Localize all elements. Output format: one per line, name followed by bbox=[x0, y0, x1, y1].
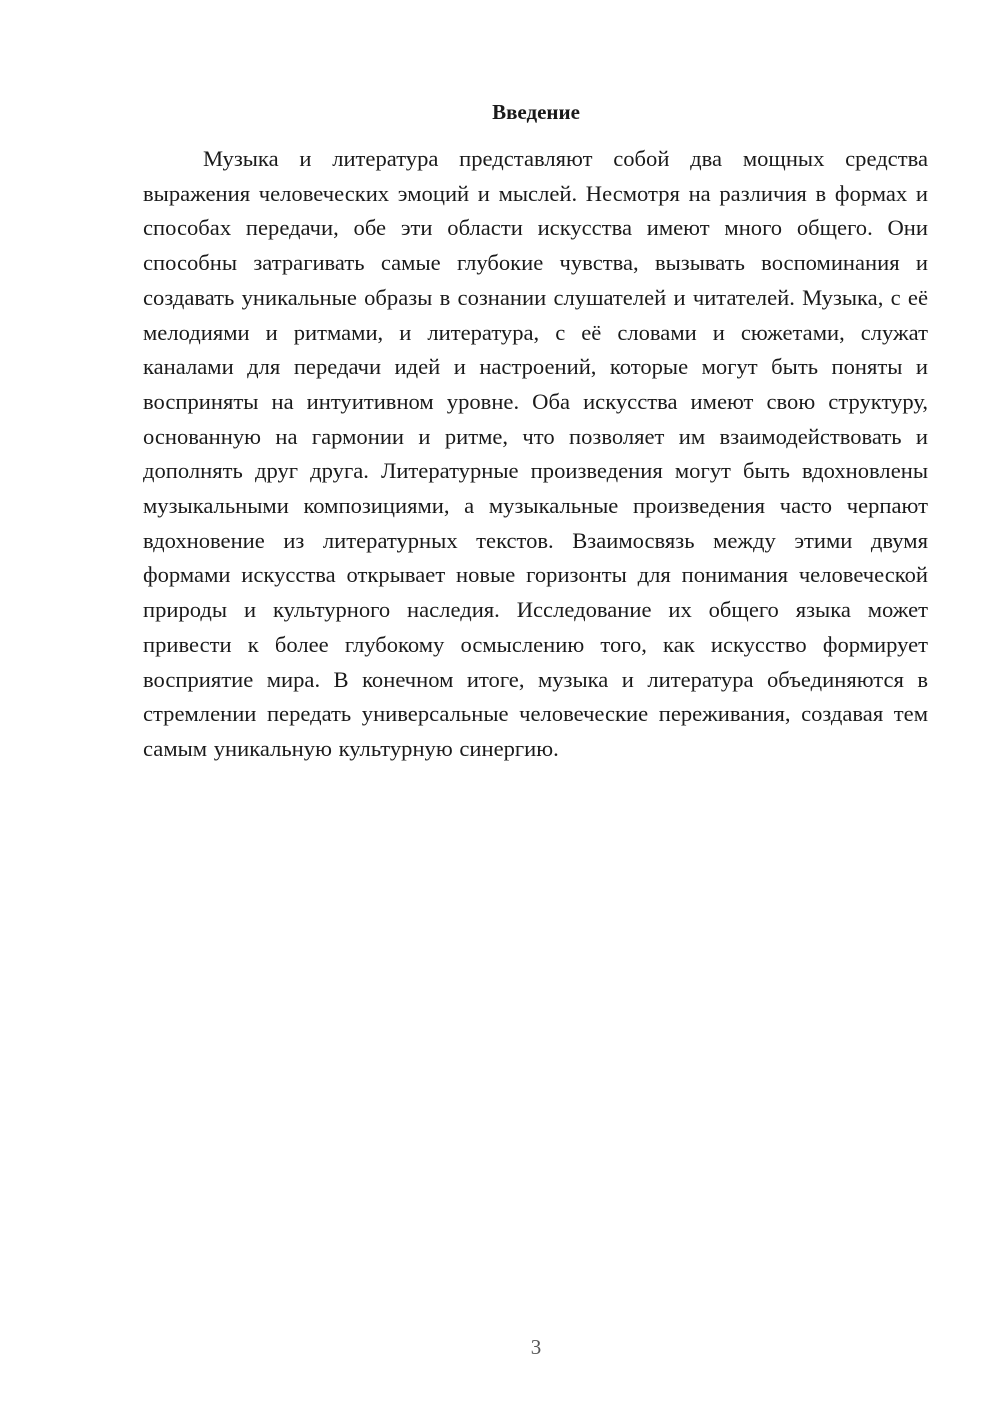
introduction-paragraph: Музыка и литература представляют собой два мощных средства выражения человеческих эмоций и мыслей. Несмотря на различия в формах и способах передачи, обе эти области искусства имеют много общего. Они способны затрагивать самые глубокие чувства, вызывать воспоминания и создавать уникальные образы в сознании слушателей и читателей. Музыка, с её мелодиями и ритмами, и литература, с её словами и сюжетами, служат каналами для передачи идей и настроений, которые могут быть поняты и восприняты на интуитивном уровне. Оба искусства имеют свою структуру, основанную на гармонии и ритме, что позволяет им взаимодействовать и дополнять друг друга. Литературные произведения могут быть вдохновлены музыкальными композициями, а музыкальные произведения часто черпают вдохновение из литературных текстов. Взаимосвязь между этими двумя формами искусства открывает новые горизонты для понимания человеческой природы и культурного наследия. Исследование их общего языка может привести к более глубокому осмыслению того, как искусство формирует восприятие мира. В конечном итоге, музыка и литература объединяются в стремлении передать универсальные человеческие переживания, создавая тем самым уникальную культурную синергию. bbox=[143, 146, 928, 761]
page-number: 3 bbox=[530, 1335, 542, 1359]
section-heading: Введение bbox=[492, 100, 580, 124]
